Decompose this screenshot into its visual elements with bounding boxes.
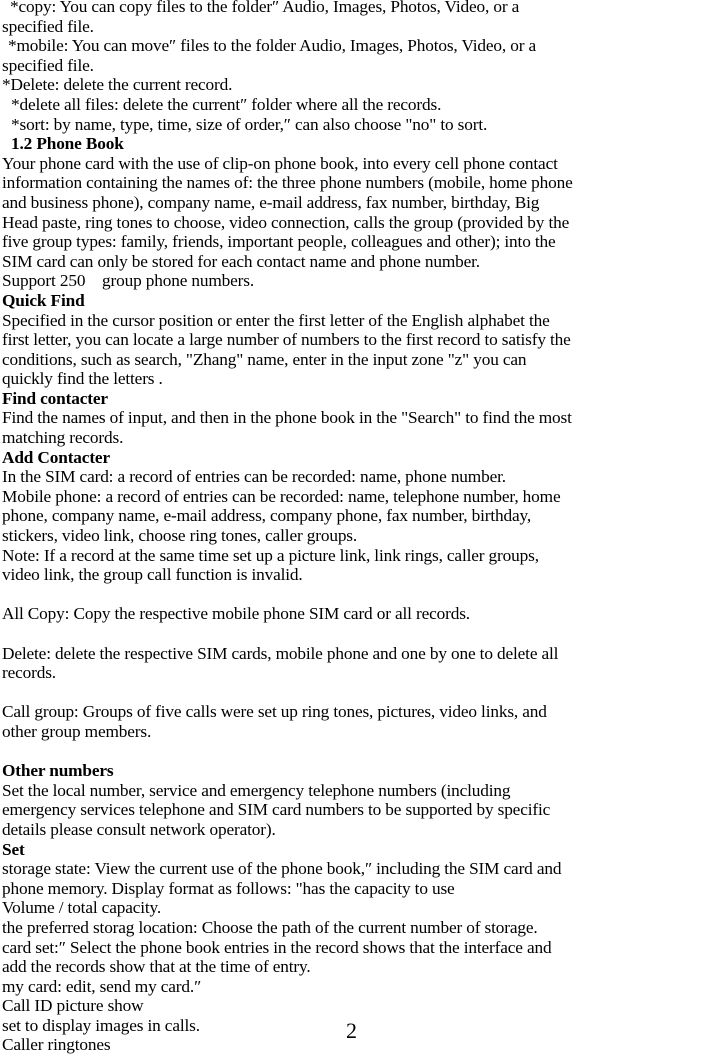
text-line: conditions, such as search, "Zhang" name, enter in the input zone "z" you can — [2, 349, 527, 369]
text-line: Mobile phone: a record of entries can be recorded: name, telephone number, home — [2, 486, 561, 506]
text-line: Delete: delete the respective SIM cards, mobile phone and one by one to delete all — [2, 643, 559, 663]
blank-line — [2, 742, 702, 762]
blank-line — [2, 624, 702, 644]
document-page — [2, 0, 702, 1055]
text-line: set to display images in calls. — [2, 1015, 200, 1035]
text-line: and business phone), company name, e-mail address, fax number, birthday, Big — [2, 192, 540, 212]
text-line: information containing the names of: the three phone numbers (mobile, home phone — [2, 173, 573, 193]
text-line: Set the local number, service and emergency telephone numbers (including — [2, 780, 511, 800]
text-line: *delete all files: delete the current″ folder where all the records. — [11, 94, 442, 114]
text-line: Call ID picture show — [2, 996, 144, 1016]
text-line: Caller ringtones — [2, 1035, 111, 1055]
text-line: All Copy: Copy the respective mobile phone SIM card or all records. — [2, 604, 470, 624]
text-line: In the SIM card: a record of entries can be recorded: name, phone number. — [2, 467, 506, 487]
section-heading: Quick Find — [2, 290, 85, 310]
text-line: add the records show that at the time of entry. — [2, 957, 311, 977]
text-line: video link, the group call function is invalid. — [2, 565, 303, 585]
text-line: Head paste, ring tones to choose, video connection, calls the group (provided by the — [2, 212, 570, 232]
section-heading: 1.2 Phone Book — [11, 134, 124, 154]
text-line: quickly find the letters . — [2, 369, 163, 389]
text-line: specified file. — [2, 16, 94, 36]
text-line: stickers, video link, choose ring tones, caller groups. — [2, 526, 358, 546]
text-line: phone, company name, e-mail address, company phone, fax number, birthday, — [2, 506, 532, 526]
text-line: *Delete: delete the current record. — [2, 75, 233, 95]
blank-line — [2, 585, 702, 605]
text-line: *mobile: You can move″ files to the folder Audio, Images, Photos, Video, or a — [8, 36, 537, 56]
page-number: 2 — [346, 1018, 357, 1043]
text-line: Support 250 group phone numbers. — [2, 271, 255, 291]
text-line: Volume / total capacity. — [2, 898, 162, 918]
text-line: *sort: by name, type, time, size of order,″ can also choose "no" to sort. — [11, 114, 488, 134]
text-line: the preferred storag location: Choose the path of the current number of storage. — [2, 917, 538, 937]
section-heading: Set — [2, 839, 25, 859]
text-line: records. — [2, 663, 56, 683]
text-line: SIM card can only be stored for each contact name and phone number. — [2, 251, 480, 271]
text-line: details please consult network operator). — [2, 819, 276, 839]
text-line: matching records. — [2, 428, 124, 448]
section-heading: Add Contacter — [2, 447, 110, 467]
text-line: Your phone card with the use of clip-on phone book, into every cell phone contact — [2, 153, 558, 173]
text-line: Call group: Groups of five calls were set up ring tones, pictures, video links, and — [2, 702, 547, 722]
text-line: other group members. — [2, 721, 152, 741]
section-heading: Find contacter — [2, 388, 108, 408]
text-line: specified file. — [2, 55, 94, 75]
text-line: first letter, you can locate a large number of numbers to the first record to satisfy the — [2, 330, 571, 350]
text-line: Find the names of input, and then in the phone book in the "Search" to find the most — [2, 408, 572, 428]
text-line: card set:″ Select the phone book entries in the record shows that the interface and — [2, 937, 552, 957]
text-line: *copy: You can copy files to the folder″ Audio, Images, Photos, Video, or a — [10, 0, 520, 16]
blank-line — [2, 683, 702, 703]
text-line: Specified in the cursor position or enter the first letter of the English alphabet the — [2, 310, 550, 330]
text-line: Note: If a record at the same time set up a picture link, link rings, caller groups, — [2, 545, 539, 565]
section-heading: Other numbers — [2, 761, 114, 781]
text-line: phone memory. Display format as follows: "has the capacity to use — [2, 878, 455, 898]
text-line: emergency services telephone and SIM card numbers to be supported by specific — [2, 800, 551, 820]
text-line: storage state: View the current use of the phone book,″ including the SIM card and — [2, 859, 562, 879]
text-line: five group types: family, friends, important people, colleagues and other); into the — [2, 232, 556, 252]
text-line: my card: edit, send my card.″ — [2, 976, 202, 996]
